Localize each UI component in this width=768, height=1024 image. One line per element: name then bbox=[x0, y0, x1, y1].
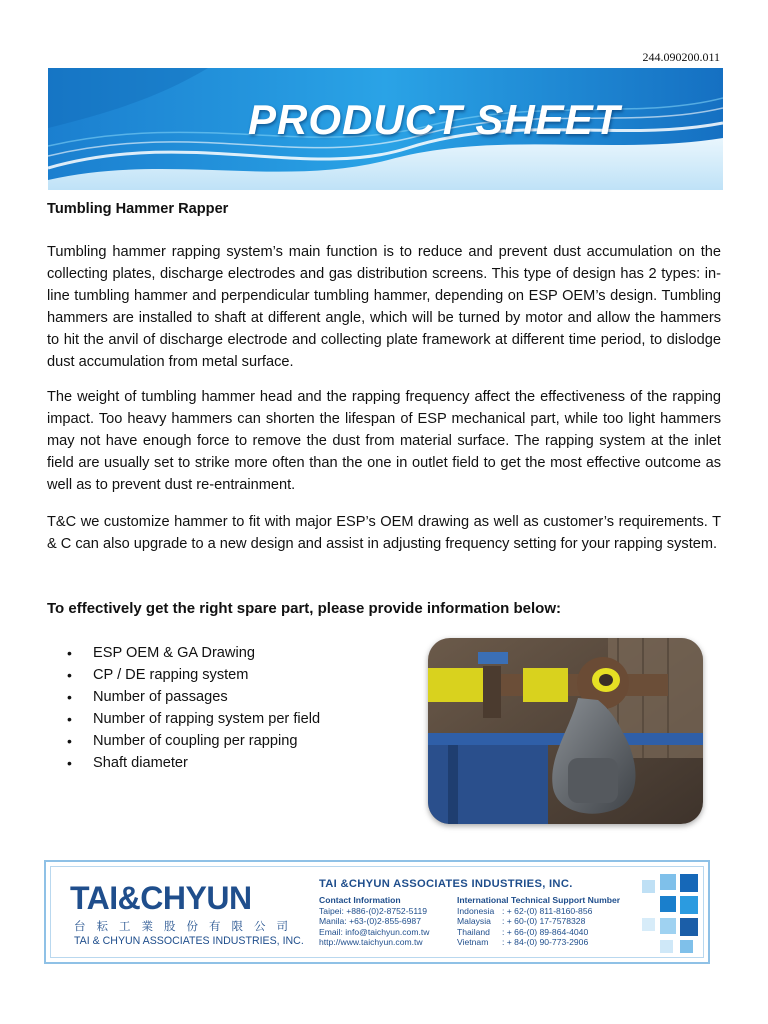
list-item: • Number of rapping system per field bbox=[67, 708, 320, 730]
support-country: Indonesia bbox=[457, 905, 495, 916]
support-row bbox=[457, 927, 620, 938]
paragraph-hammer-weight: The weight of tumbling hammer head and the rapping frequency affect the effectiveness of the rapping impact. Too heavy hammers can shorten the lifespan of ESP mechanical part, while too light hammers may not have enough force to remove the dust from material surface. The rapping system at the inlet field are usually set to strike more often than the one in outlet field to get the most effective outcome as well as to prevent dust re-entrainment. bbox=[47, 389, 721, 493]
paragraph-customization: T&C we customize hammer to fit with major ESP’s OEM drawing as well as customer’s requirements. T & C can also upgrade to a new design and assist in adjusting frequency setting for your rapping system. bbox=[47, 514, 721, 552]
contact-heading: Contact Information bbox=[319, 895, 401, 905]
document-code: 244.090200.011 bbox=[642, 50, 720, 64]
company-logo: TAI&CHYUN bbox=[70, 880, 252, 916]
contact-information bbox=[319, 895, 429, 948]
info-request-heading: To effectively get the right spare part, please provide information below: bbox=[47, 600, 561, 617]
required-info-list bbox=[67, 642, 320, 774]
tumbling-hammer-photo bbox=[428, 638, 703, 824]
logo-chinese-name: 台耘工業股份有限公司 bbox=[74, 921, 299, 933]
decorative-squares-graphic bbox=[642, 874, 706, 954]
footer-company-name: TAI &CHYUN ASSOCIATES INDUSTRIES, INC. bbox=[319, 878, 573, 890]
support-numbers bbox=[457, 895, 620, 948]
section-heading: Tumbling Hammer Rapper bbox=[47, 201, 229, 217]
support-row bbox=[457, 937, 620, 948]
list-item: • Number of coupling per rapping bbox=[67, 730, 320, 752]
support-number: : + 60-(0) 17-7578328 bbox=[502, 916, 586, 927]
support-row bbox=[457, 906, 620, 917]
list-item: • Shaft diameter bbox=[67, 752, 320, 774]
banner-title: PRODUCT SHEET bbox=[248, 96, 621, 143]
list-item: • ESP OEM & GA Drawing bbox=[67, 642, 320, 664]
company-footer bbox=[44, 860, 710, 964]
paragraph-main-function: Tumbling hammer rapping system’s main function is to reduce and prevent dust accumulation on the collecting plates, discharge electrodes and gas distribution screens. This type of design has 2 types: in-line tumbling hammer and perpendicular tumbling hammer, depending on ESP OEM’s design. Tumbling hammers are installed to shaft at different angle, which will be turned by motor and allow the hammers to hit the anvil of discharge electrode and collecting plate framework at different time period, to dislodge dust accumulation from metal surface. bbox=[47, 244, 721, 370]
support-number: : + 62-(0) 811-8160-856 bbox=[502, 905, 593, 916]
support-row bbox=[457, 916, 620, 927]
contact-line-manila: Manila: +63-(0)2-855-6987 bbox=[319, 916, 421, 927]
list-item: • CP / DE rapping system bbox=[67, 664, 320, 686]
contact-line-website[interactable]: http://www.taichyun.com.tw bbox=[319, 937, 423, 948]
support-country: Malaysia bbox=[457, 916, 491, 927]
support-country: Vietnam bbox=[457, 937, 489, 948]
support-heading: International Technical Support Number bbox=[457, 895, 621, 905]
contact-line-email[interactable]: Email: info@taichyun.com.tw bbox=[319, 926, 430, 937]
support-number: : + 66-(0) 89-864-4040 bbox=[502, 926, 589, 937]
list-item: • Number of passages bbox=[67, 686, 320, 708]
contact-line-taipei: Taipei: +886-(0)2-8752-5119 bbox=[319, 905, 428, 916]
logo-english-name: TAI & CHYUN ASSOCIATES INDUSTRIES, INC. bbox=[74, 935, 304, 947]
support-number: : + 84-(0) 90-773-2906 bbox=[502, 937, 589, 948]
product-sheet-banner bbox=[48, 68, 723, 190]
support-country: Thailand bbox=[457, 926, 490, 937]
